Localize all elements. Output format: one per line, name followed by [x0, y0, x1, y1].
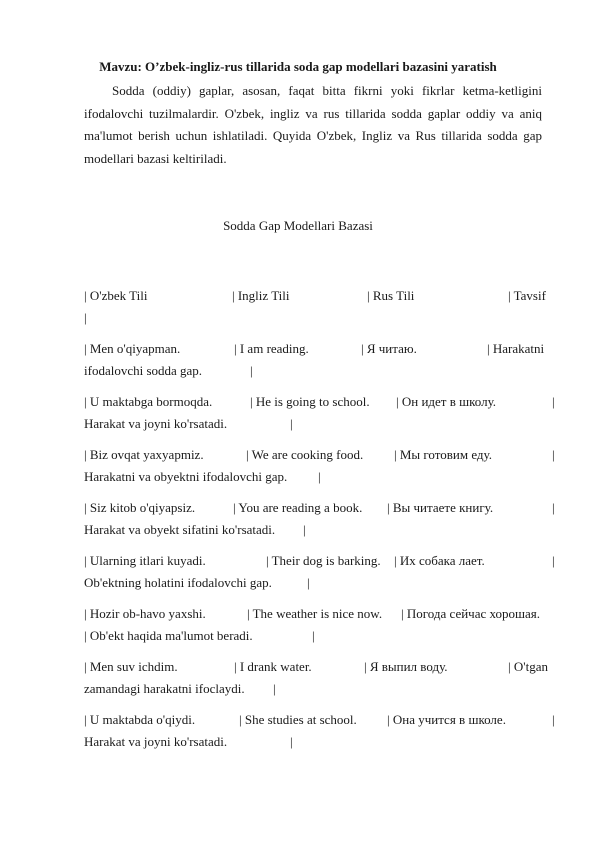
cell-description: | Ob'ekt haqida ma'lumot beradi. [84, 628, 253, 643]
table-row [84, 659, 548, 705]
cell-description-start: | Harakatni [487, 341, 545, 356]
cell-english: | You are reading a book. [233, 500, 363, 515]
cell-russian: | Он идет в школу. [396, 394, 497, 409]
cell-description-start: | [552, 712, 555, 727]
cell-description-start: | [552, 500, 555, 515]
cell-english: | Their dog is barking. [266, 553, 381, 568]
cell-uzbek: | Ularning itlari kuyadi. [84, 553, 206, 568]
table-row [84, 447, 555, 493]
table-row [84, 712, 555, 758]
cell-russian: | Их собака лает. [394, 553, 485, 568]
cell-uzbek: | Siz kitob o'qiyapsiz. [84, 500, 196, 515]
cell-uzbek: | Biz ovqat yaxyapmiz. [84, 447, 204, 462]
row-end-pipe: | [318, 469, 321, 484]
table-row [84, 500, 555, 546]
cell-description: Harakatni va obyektni ifodalovchi gap. [84, 469, 288, 484]
header-english: | Ingliz Tili [232, 288, 290, 303]
table-row [84, 341, 544, 387]
cell-russian: | Вы читаете книгу. [387, 500, 494, 515]
intro-paragraph [84, 80, 542, 170]
cell-description: ifodalovchi sodda gap. [84, 363, 203, 378]
cell-description: Harakat va joyni ko'rsatadi. [84, 416, 228, 431]
header-description: | Tavsif [508, 288, 546, 303]
header-uzbek: | O'zbek Tili [84, 288, 148, 303]
document-title: Mavzu: O’zbek-ingliz-rus tillarida soda gap modellari bazasini yaratish [99, 59, 497, 74]
cell-uzbek: | Men o'qiyapman. [84, 341, 181, 356]
row-end-pipe: | [290, 734, 293, 749]
row-end-pipe: | [273, 681, 276, 696]
row-end-pipe: | [250, 363, 253, 378]
cell-english: | The weather is nice now. [247, 606, 383, 621]
cell-english: | She studies at school. [239, 712, 357, 727]
cell-russian: | Она учится в школе. [387, 712, 506, 727]
cell-english: | I drank water. [234, 659, 312, 674]
cell-description-start: | [552, 447, 555, 462]
cell-uzbek: | Hozir ob-havo yaxshi. [84, 606, 206, 621]
cell-description-start: | [552, 394, 555, 409]
intro-text: Sodda (oddiy) gaplar, asosan, faqat bitta fikrni yoki fikrlar ketma-ketligini ifodalovchi tuzilmalardir. O'zbek, ingliz va rus tillarida sodda gaplar oddiy va aniq ma'lumot berish uchun ishlatiladi. Quyida O'zbek, Ingliz va Rus tillarida sodda gap modellari bazasi keltiriladi. [84, 83, 542, 166]
cell-russian: | Мы готовим еду. [394, 447, 492, 462]
cell-uzbek: | Men suv ichdim. [84, 659, 178, 674]
cell-description: Harakat va joyni ko'rsatadi. [84, 734, 228, 749]
table-row [84, 553, 555, 599]
row-end-pipe: | [312, 628, 315, 643]
cell-russian: | Я выпил воду. [364, 659, 448, 674]
cell-english: | We are cooking food. [246, 447, 364, 462]
cell-english: | I am reading. [234, 341, 309, 356]
cell-description-start: | [552, 553, 555, 568]
header-end-pipe: | [84, 310, 87, 325]
cell-description: Ob'ektning holatini ifodalovchi gap. [84, 575, 272, 590]
row-end-pipe: | [290, 416, 293, 431]
cell-description: zamandagi harakatni ifoclaydi. [84, 681, 245, 696]
row-end-pipe: | [303, 522, 306, 537]
table-row [84, 606, 544, 652]
cell-russian: | Я читаю. [361, 341, 417, 356]
cell-uzbek: | U maktabda o'qiydi. [84, 712, 196, 727]
cell-uzbek: | U maktabga bormoqda. [84, 394, 213, 409]
header-russian: | Rus Tili [367, 288, 415, 303]
table-row [84, 394, 555, 440]
cell-english: | He is going to school. [250, 394, 370, 409]
cell-description-start: | O'tgan [508, 659, 548, 674]
cell-russian: | Погода сейчас хорошая. [401, 606, 541, 621]
table-subtitle: Sodda Gap Modellari Bazasi [223, 218, 373, 233]
table-header-row [84, 288, 544, 334]
cell-description: Harakat va obyekt sifatini ko'rsatadi. [84, 522, 276, 537]
row-end-pipe: | [307, 575, 310, 590]
